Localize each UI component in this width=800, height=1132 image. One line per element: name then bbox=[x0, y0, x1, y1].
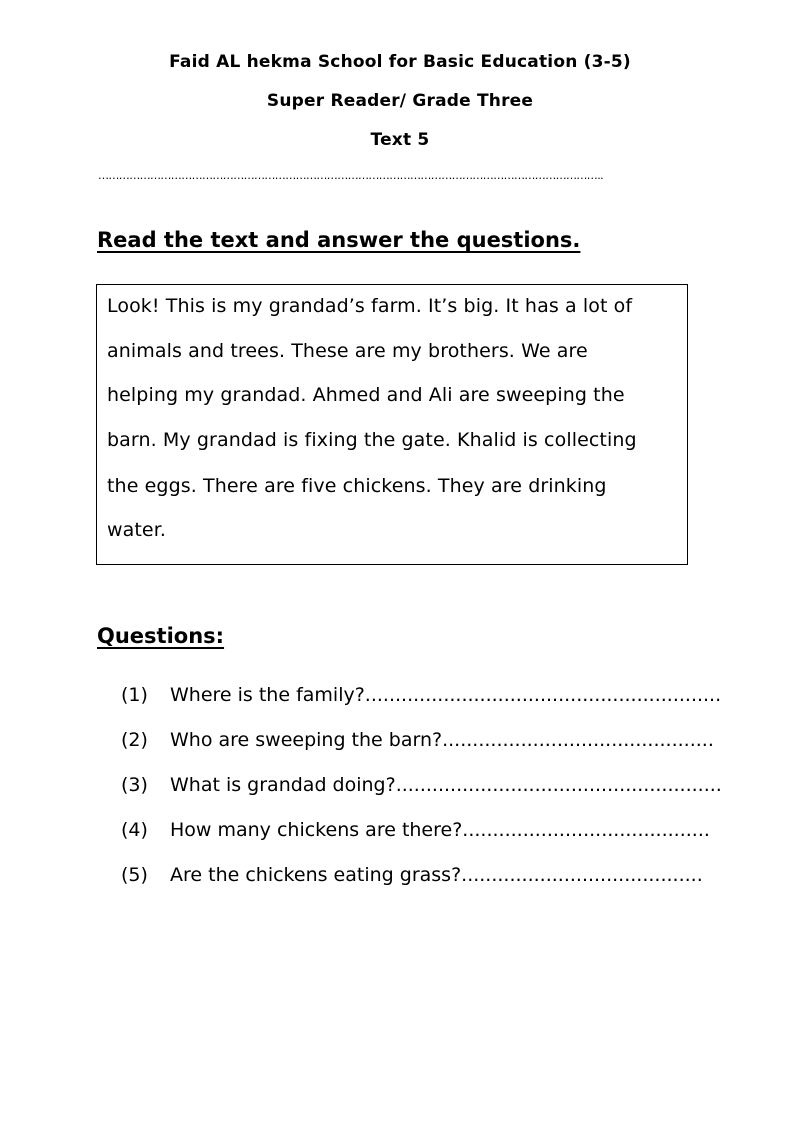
school-name: Faid AL hekma School for Basic Education (3-5) bbox=[169, 52, 631, 72]
question-text: How many chickens are there?......................................... bbox=[170, 819, 710, 841]
question-number: (5) bbox=[121, 864, 148, 886]
question-number: (4) bbox=[121, 819, 148, 841]
passage-line: animals and trees. These are my brothers. We are bbox=[107, 340, 588, 362]
question-text: Where is the family?........................................................... bbox=[170, 684, 722, 706]
passage-line: Look! This is my grandad’s farm. It’s big. It has a lot of bbox=[107, 295, 633, 317]
question-number: (3) bbox=[121, 774, 148, 796]
reading-passage-box bbox=[96, 284, 688, 565]
passage-line: the eggs. There are five chickens. They are drinking bbox=[107, 475, 607, 497]
question-text: Who are sweeping the barn?............................................. bbox=[170, 729, 714, 751]
dotted-separator: ……………………………………………………………………………………………………………………………….. bbox=[98, 169, 603, 182]
question-text: Are the chickens eating grass?........................................ bbox=[170, 864, 703, 886]
passage-line: barn. My grandad is fixing the gate. Khalid is collecting bbox=[107, 429, 637, 451]
questions-heading: Questions: bbox=[97, 624, 225, 648]
text-number: Text 5 bbox=[370, 130, 430, 150]
question-text: What is grandad doing?...................................................... bbox=[170, 774, 722, 796]
question-number: (1) bbox=[121, 684, 148, 706]
course-title: Super Reader/ Grade Three bbox=[266, 91, 534, 111]
passage-line: water. bbox=[107, 519, 167, 541]
question-number: (2) bbox=[121, 729, 148, 751]
passage-line: helping my grandad. Ahmed and Ali are sweeping the bbox=[107, 384, 625, 406]
instructions-heading: Read the text and answer the questions. bbox=[97, 228, 581, 252]
